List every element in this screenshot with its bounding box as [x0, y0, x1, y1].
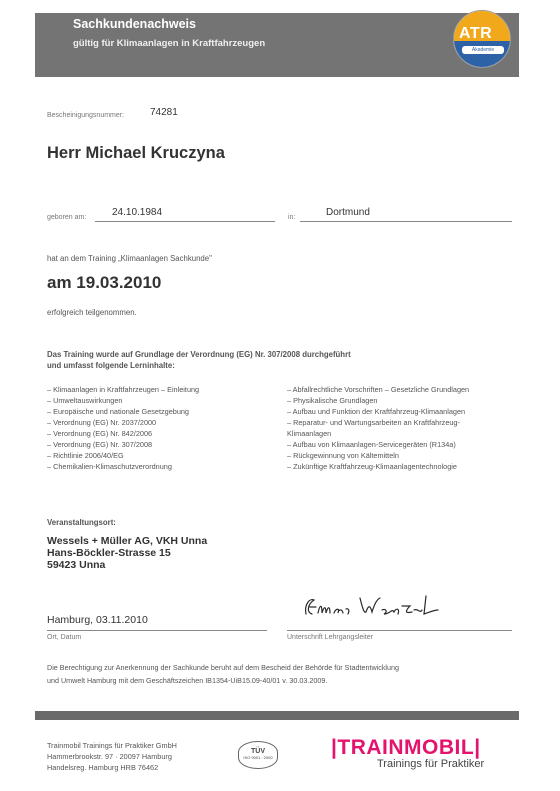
- list-item: – Aufbau von Klimaanlagen-Servicegeräten (R134a): [287, 440, 456, 449]
- born-label: geboren am:: [47, 214, 87, 221]
- note-line1: Die Berechtigung zur Anerkennung der Sachkunde beruht auf dem Bescheid der Behörde für Stadtentwicklung: [47, 663, 400, 672]
- birth-place: Dortmund: [326, 207, 370, 218]
- list-item: – Physikalische Grundlagen: [287, 396, 378, 405]
- venue-line3: 59423 Unna: [47, 559, 106, 571]
- training-date: am 19.03.2010: [47, 273, 162, 292]
- born-date: 24.10.1984: [112, 207, 163, 218]
- footer-register: Handelsreg. Hamburg HRB 76462: [47, 763, 159, 772]
- tuv-sub: ISO 9001 : 2000: [243, 755, 273, 760]
- footer-bar: [35, 711, 519, 720]
- logo-text: ATR: [459, 25, 493, 42]
- list-item: – Rückgewinnung von Kältemitteln: [287, 451, 399, 460]
- contents-right-list: [287, 384, 469, 472]
- list-item: – Chemikalien-Klimaschutzverordnung: [47, 462, 172, 471]
- birth-place-line: [300, 221, 512, 222]
- contents-left-list: [47, 384, 199, 472]
- header-title: Sachkundenachweis: [73, 17, 196, 31]
- header-banner: [35, 13, 519, 77]
- signer-label: Unterschrift Lehrgangsleiter: [287, 634, 373, 641]
- basis-line2: und umfasst folgende Lerninhalte:: [47, 361, 175, 370]
- born-date-line: [95, 221, 275, 222]
- list-item: – Verordnung (EG) Nr. 2037/2000: [47, 418, 157, 427]
- signature-line: [287, 630, 512, 631]
- person-name: Herr Michael Kruczyna: [47, 144, 225, 162]
- list-item: – Umweltauswirkungen: [47, 396, 123, 405]
- training-completed: erfolgreich teilgenommen.: [47, 308, 137, 317]
- venue-label: Veranstaltungsort:: [47, 518, 116, 527]
- venue-line1: Wessels + Müller AG, VKH Unna: [47, 535, 208, 547]
- list-item: – Abfallrechtliche Vorschriften – Gesetzliche Grundlagen: [287, 385, 470, 394]
- list-item: – Aufbau und Funktion der Kraftfahrzeug-Klimaanlagen: [287, 407, 466, 416]
- footer-company-info: [47, 740, 177, 773]
- list-item: – Verordnung (EG) Nr. 307/2008: [47, 440, 153, 449]
- note-line2: und Umwelt Hamburg mit dem Geschäftszeichen IB1354-UiB15.09-40/01 v. 30.03.2009.: [47, 676, 328, 685]
- cert-number: 74281: [150, 107, 178, 118]
- tuv-seal-icon: [238, 741, 278, 769]
- tuv-text: TÜV: [251, 748, 265, 755]
- footer-company: Trainmobil Trainings für Praktiker GmbH: [47, 741, 177, 750]
- trainmobil-logo: [331, 736, 511, 770]
- list-item: Klimaanlagen: [287, 429, 332, 438]
- list-item: – Richtlinie 2006/40/EG: [47, 451, 124, 460]
- signature-image: [300, 592, 440, 622]
- in-label: in:: [288, 214, 296, 221]
- place-date-label: Ort, Datum: [47, 634, 82, 641]
- brand-sub: Trainings für Praktiker: [377, 758, 485, 770]
- header-subtitle: gültig für Klimaanlagen in Kraftfahrzeugen: [73, 38, 266, 49]
- list-item: – Reparatur- und Wartungsarbeiten an Kraftfahrzeug-: [287, 418, 460, 427]
- footer-address: Hammerbrookstr. 97 · 20097 Hamburg: [47, 752, 172, 761]
- place-date: Hamburg, 03.11.2010: [47, 614, 148, 626]
- place-date-line: [47, 630, 267, 631]
- list-item: – Zukünftige Kraftfahrzeug-Klimaanlagentechnologie: [287, 462, 457, 471]
- logo-sub: Akademie: [462, 46, 504, 54]
- list-item: – Europäische und nationale Gesetzgebung: [47, 407, 189, 416]
- atr-logo: [453, 10, 511, 68]
- list-item: – Klimaanlagen in Kraftfahrzeugen – Einleitung: [47, 385, 200, 394]
- venue-address: [47, 535, 207, 571]
- training-intro: hat an dem Training „Klimaanlagen Sachkunde": [47, 254, 212, 263]
- cert-number-label: Bescheinigungsnummer:: [47, 112, 125, 119]
- list-item: – Verordnung (EG) Nr. 842/2006: [47, 429, 153, 438]
- brand-name: |TRAINMOBIL|: [331, 736, 481, 759]
- venue-line2: Hans-Böckler-Strasse 15: [47, 547, 171, 559]
- basis-line1: Das Training wurde auf Grundlage der Verordnung (EG) Nr. 307/2008 durchgeführt: [47, 350, 351, 359]
